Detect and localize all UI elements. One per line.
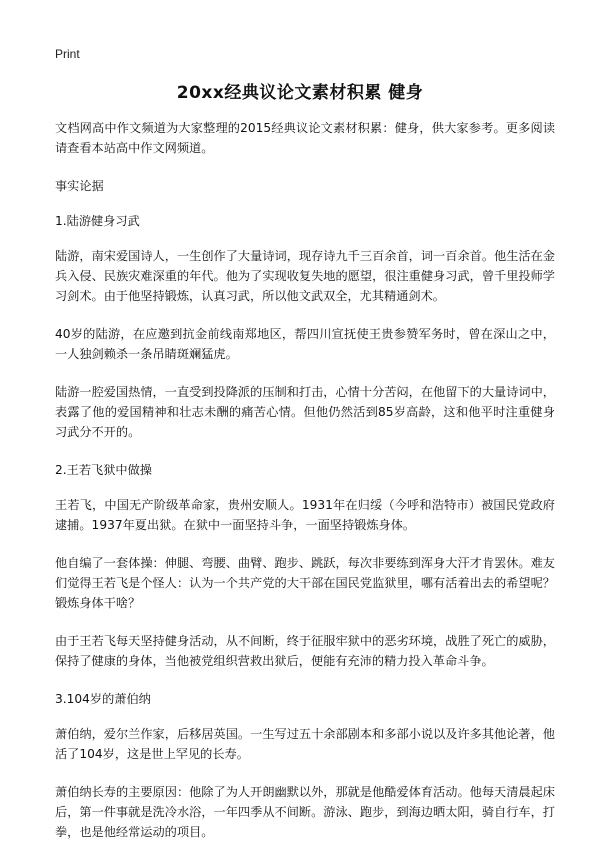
paragraph: 陆游，南宋爱国诗人，一生创作了大量诗词，现存诗九千三百余首，词一百余首。他生活在金兵入侵、民族灾难深重的年代。他为了实现收复失地的愿望，很注重健身习武，曾千里投师学习剑术。由于他坚持锻炼，认真习武，所以他文武双全，尤其精通剑术。	[55, 249, 555, 303]
subsection-heading-wang-ruofei: 2.王若飞狱中做操	[55, 463, 152, 477]
subsection-heading-lu-you: 1.陆游健身习武	[55, 214, 140, 228]
paragraph: 萧伯纳长寿的主要原因：他除了为人开朗幽默以外，那就是他酷爱体育活动。他每天清晨起床后，第一件事就是洗冷水浴，一年四季从不间断。游泳、跑步，到海边晒太阳，骑自行车，打拳，也是他经常运动的项目。	[55, 785, 555, 839]
paragraph: 他自编了一套体操：伸腿、弯腰、曲臂、跑步、跳跃，每次非要练到浑身大汗才肯罢休。难友们觉得王若飞是个怪人：认为一个共产党的大干部在国民党监狱里，哪有活着出去的希望呢？锻炼身体干啥？	[55, 556, 555, 610]
subsection-heading-shaw: 3.104岁的萧伯纳	[55, 692, 151, 706]
document-title: 20xx经典议论文素材积累 健身	[176, 83, 424, 103]
document-body	[55, 118, 555, 860]
paragraph: 萧伯纳，爱尔兰作家，后移居英国。一生写过五十余部剧本和多部小说以及许多其他论著，他活了104岁，这是世上罕见的长寿。	[55, 727, 555, 761]
section-heading: 事实论据	[55, 179, 104, 193]
intro-paragraph: 文档网高中作文频道为大家整理的2015经典议论文素材积累：健身，供大家参考。更多阅读请查看本站高中作文网频道。	[55, 121, 556, 155]
paragraph: 由于王若飞每天坚持健身活动，从不间断，终于征服牢狱中的恶劣环境，战胜了死亡的威胁，保持了健康的身体，当他被党组织营救出狱后，便能有充沛的精力投入革命斗争。	[55, 634, 555, 668]
paragraph: 陆游一腔爱国热情，一直受到投降派的压制和打击，心情十分苦闷，在他留下的大量诗词中，表露了他的爱国精神和壮志未酬的痛苦心情。但他仍然活到85岁高龄，这和他平时注重健身习武分不开的。	[55, 385, 555, 439]
print-link[interactable]: Print	[55, 47, 80, 61]
paragraph: 40岁的陆游，在应邀到抗金前线南郑地区，帮四川宣抚使王贵参赞军务时，曾在深山之中，一人独剑赖杀一条吊睛斑斓猛虎。	[55, 327, 555, 361]
paragraph: 王若飞，中国无产阶级革命家，贵州安顺人。1931年在归绥（今呼和浩特市）被国民党政府逮捕。1937年夏出狱。在狱中一面坚持斗争，一面坚持锻炼身体。	[55, 498, 555, 532]
